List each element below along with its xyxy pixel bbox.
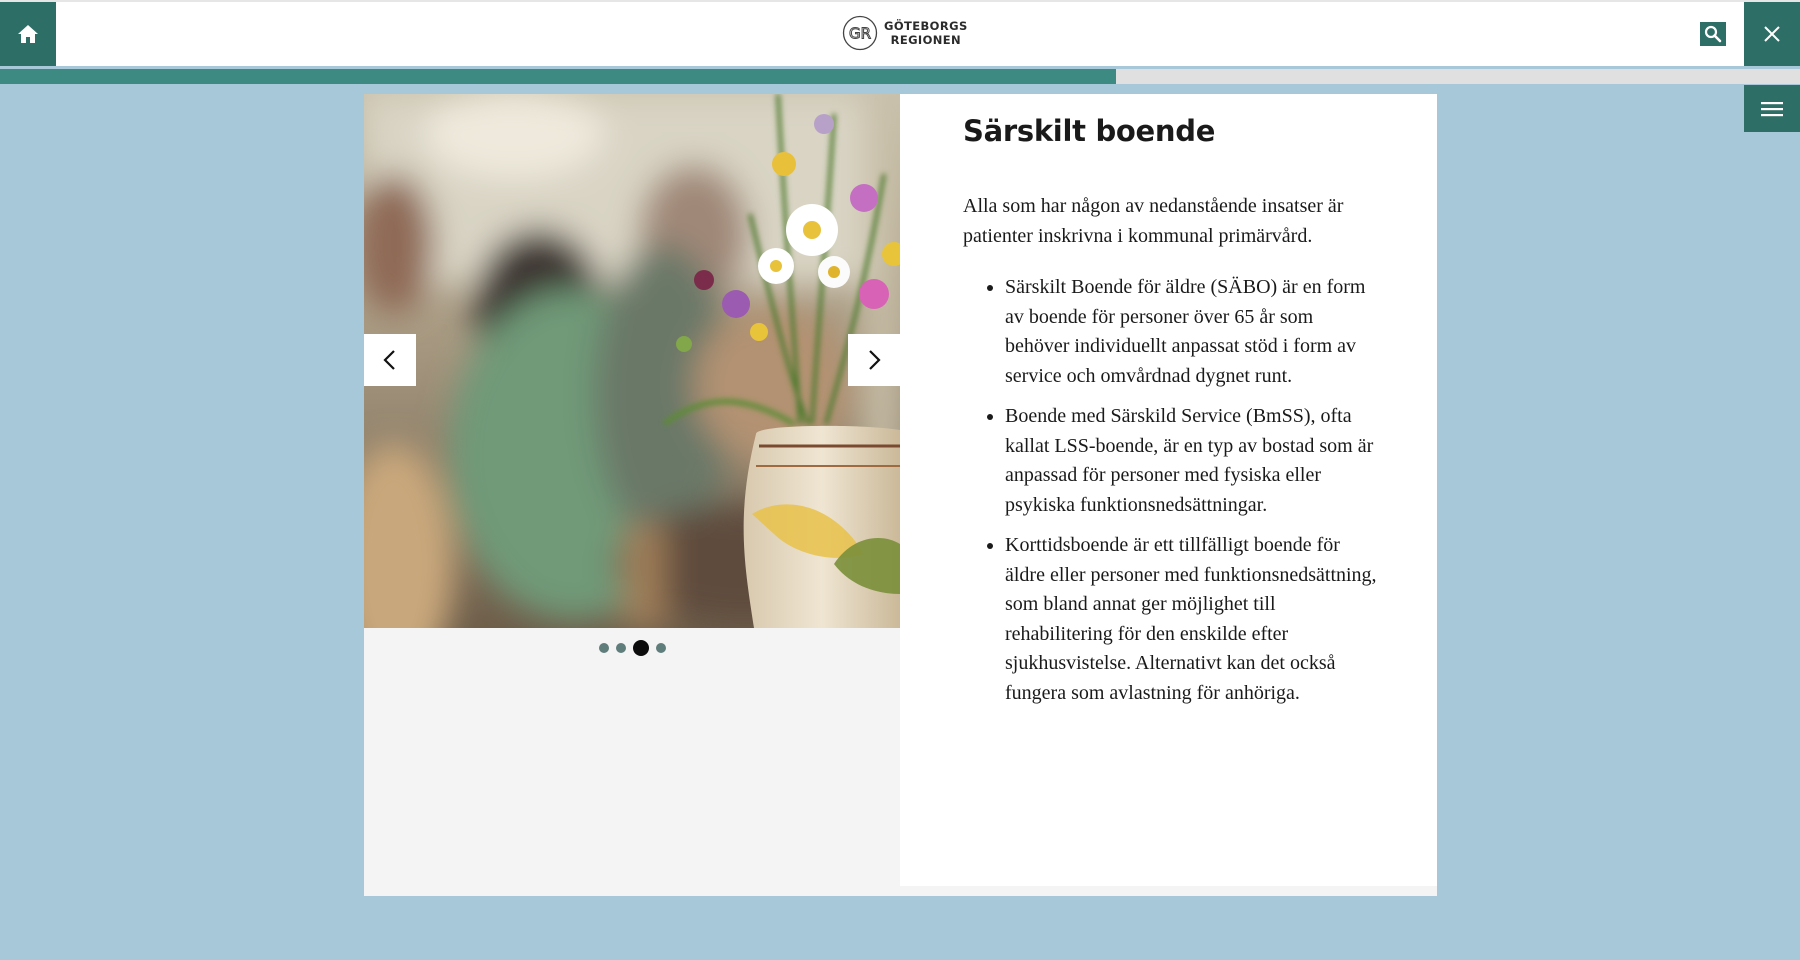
intro-paragraph: Alla som har någon av nedanstående insatser är patienter inskrivna i kommunal primärvård. xyxy=(963,195,1344,247)
search-button[interactable] xyxy=(1700,22,1726,46)
close-button[interactable] xyxy=(1744,2,1800,66)
close-icon xyxy=(1763,25,1781,43)
slide-dot-1[interactable] xyxy=(599,643,609,653)
logo-text xyxy=(884,19,968,47)
gr-logo-mark xyxy=(842,15,878,51)
list-item: • Särskilt Boende för äldre (SÄBO) är en form av boende för personer över 65 år som behöver individuellt anpassat stöd i form av service och omvårdnad dygnet runt. xyxy=(1005,273,1377,391)
chevron-left-icon xyxy=(381,349,399,371)
home-button[interactable] xyxy=(0,2,56,66)
menu-button[interactable] xyxy=(1744,85,1800,132)
hamburger-menu-icon xyxy=(1761,101,1783,117)
insats-list xyxy=(963,273,1377,708)
slideshow xyxy=(364,94,900,628)
content-card xyxy=(364,94,1437,896)
progress-bar-fill xyxy=(0,69,1116,84)
list-item: • Korttidsboende är ett tillfälligt boende för äldre eller personer med funktionsnedsättning, som bland annat ger möjlighet till rehabilitering för den enskilde efter sjukhusvistelse. Alternativt kan det också fungera som avlastning för anhöriga. xyxy=(1005,531,1377,708)
next-slide-button[interactable] xyxy=(848,334,900,386)
slide-photo-flowers-in-vase xyxy=(364,94,900,628)
search-icon xyxy=(1704,25,1722,43)
home-icon xyxy=(17,24,39,44)
chevron-right-icon xyxy=(865,349,883,371)
page-title: Särskilt boende xyxy=(963,114,1216,148)
list-item: • Boende med Särskild Service (BmSS), ofta kallat LSS-boende, är en typ av bostad som är anpassad för personer med fysiska eller psykiska funktionsnedsättningar. xyxy=(1005,402,1377,520)
svg-text:GR: GR xyxy=(848,24,872,43)
slide-dot-4[interactable] xyxy=(656,643,666,653)
text-panel xyxy=(900,94,1437,886)
logo-line-1: GÖTEBORGS xyxy=(884,19,968,33)
logo-line-2: REGIONEN xyxy=(890,33,962,47)
previous-slide-button[interactable] xyxy=(364,334,416,386)
progress-bar xyxy=(0,69,1800,84)
slide-dot-3[interactable] xyxy=(633,640,649,656)
slide-dot-2[interactable] xyxy=(616,643,626,653)
top-bar xyxy=(0,0,1800,66)
slide-indicator xyxy=(364,640,900,656)
goteborgsregionen-logo[interactable] xyxy=(842,14,968,52)
